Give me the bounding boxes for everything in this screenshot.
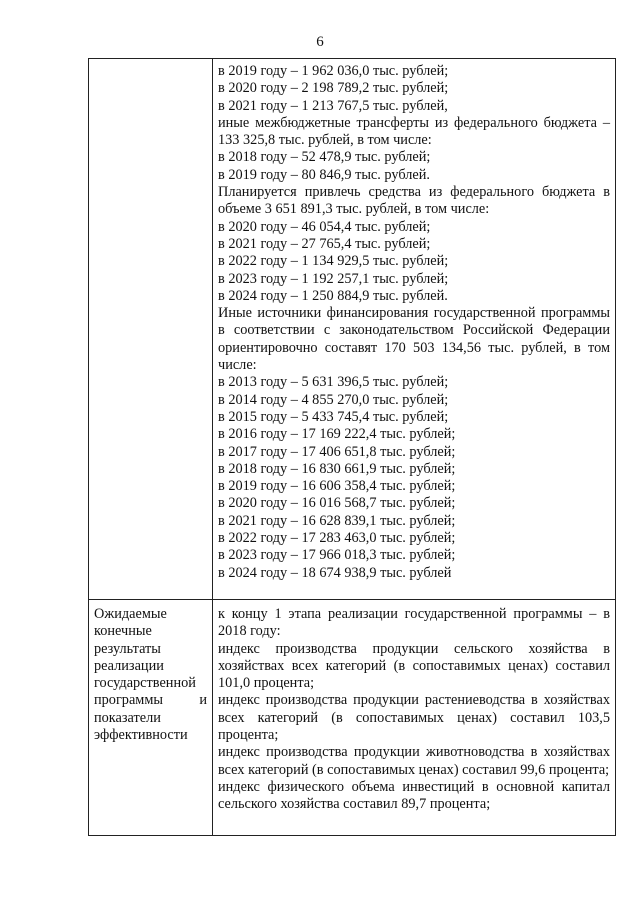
expected-results-label-line: конечные bbox=[94, 623, 152, 640]
funding-year-line: в 2024 году – 18 674 938,9 тыс. рублей bbox=[218, 564, 452, 581]
funding-year-line: в 2023 году – 1 192 257,1 тыс. рублей; bbox=[218, 270, 449, 287]
table-row-expected-results bbox=[89, 600, 616, 836]
funding-year-line: в 2024 году – 1 250 884,9 тыс. рублей. bbox=[218, 287, 448, 304]
funding-year-line: в 2013 году – 5 631 396,5 тыс. рублей; bbox=[218, 374, 449, 391]
expected-results-label-line: реализации bbox=[94, 657, 164, 674]
funding-year-line: в 2020 году – 16 016 568,7 тыс. рублей; bbox=[218, 495, 456, 512]
expected-results-label-line: программы и bbox=[94, 692, 207, 709]
funding-year-line: в 2019 году – 80 846,9 тыс. рублей. bbox=[218, 166, 430, 183]
program-passport-table bbox=[88, 58, 616, 836]
interbudget-transfers-paragraph: иные межбюджетные трансферты из федерального бюджета – 133 325,8 тыс. рублей, в том числе: bbox=[218, 114, 610, 149]
results-paragraph: индекс физического объема инвестиций в основной капитал сельского хозяйства составил 89,7 процента; bbox=[218, 778, 610, 813]
funding-year-line: в 2019 году – 1 962 036,0 тыс. рублей; bbox=[218, 63, 449, 79]
expected-results-label-line: результаты bbox=[94, 640, 161, 657]
funding-year-line: в 2023 году – 17 966 018,3 тыс. рублей; bbox=[218, 547, 456, 564]
funding-year-line: в 2018 году – 16 830 661,9 тыс. рублей; bbox=[218, 460, 456, 477]
funding-year-line: в 2015 году – 5 433 745,4 тыс. рублей; bbox=[218, 408, 449, 425]
expected-results-label-line: эффективности bbox=[94, 727, 188, 744]
funding-year-line: в 2021 году – 27 765,4 тыс. рублей; bbox=[218, 235, 431, 252]
funding-year-line: в 2016 году – 17 169 222,4 тыс. рублей; bbox=[218, 426, 456, 443]
table-row-funding bbox=[89, 59, 616, 600]
expected-results-label-line: показатели bbox=[94, 709, 161, 726]
expected-results-label-cell bbox=[89, 600, 213, 836]
funding-year-line: в 2021 году – 1 213 767,5 тыс. рублей, bbox=[218, 97, 448, 114]
results-paragraph: индекс производства продукции растениеводства в хозяйствах всех категорий (в сопоставимых ценах) составил 103,5 процента; bbox=[218, 692, 610, 744]
other-sources-paragraph: Иные источники финансирования государственной программы в соответствии с законодательством Российской Федерации ориентировочно составят 170 503 134,56 тыс. рублей, в том числе: bbox=[218, 305, 610, 374]
funding-year-line: в 2021 году – 16 628 839,1 тыс. рублей; bbox=[218, 512, 456, 529]
funding-year-line: в 2020 году – 2 198 789,2 тыс. рублей; bbox=[218, 80, 449, 97]
row-label-cell bbox=[89, 59, 213, 600]
funding-details-cell bbox=[213, 59, 616, 600]
funding-year-line: в 2014 году – 4 855 270,0 тыс. рублей; bbox=[218, 391, 449, 408]
expected-results-label-line: государственной bbox=[94, 675, 196, 692]
results-paragraph: индекс производства продукции животноводства в хозяйствах всех категорий (в сопоставимых ценах) составил 99,6 процента; bbox=[218, 744, 610, 778]
funding-year-line: в 2019 году – 16 606 358,4 тыс. рублей; bbox=[218, 478, 456, 495]
funding-year-line: в 2018 году – 52 478,9 тыс. рублей; bbox=[218, 149, 431, 166]
results-paragraph: индекс производства продукции сельского хозяйства в хозяйствах всех категорий (в сопоставимых ценах) составил 101,0 процента; bbox=[218, 640, 610, 692]
funding-year-line: в 2020 году – 46 054,4 тыс. рублей; bbox=[218, 218, 431, 235]
page-number: 6 bbox=[316, 34, 324, 50]
results-paragraph: к концу 1 этапа реализации государственной программы – в 2018 году: bbox=[218, 606, 610, 640]
expected-results-details-cell bbox=[213, 600, 616, 836]
funding-year-line: в 2022 году – 17 283 463,0 тыс. рублей; bbox=[218, 530, 456, 547]
planned-federal-funding-paragraph: Планируется привлечь средства из федерального бюджета в объеме 3 651 891,3 тыс. рублей, в том числе: bbox=[218, 184, 610, 218]
funding-year-line: в 2022 году – 1 134 929,5 тыс. рублей; bbox=[218, 253, 449, 270]
expected-results-label-line: Ожидаемые bbox=[94, 606, 167, 622]
funding-year-line: в 2017 году – 17 406 651,8 тыс. рублей; bbox=[218, 443, 456, 460]
